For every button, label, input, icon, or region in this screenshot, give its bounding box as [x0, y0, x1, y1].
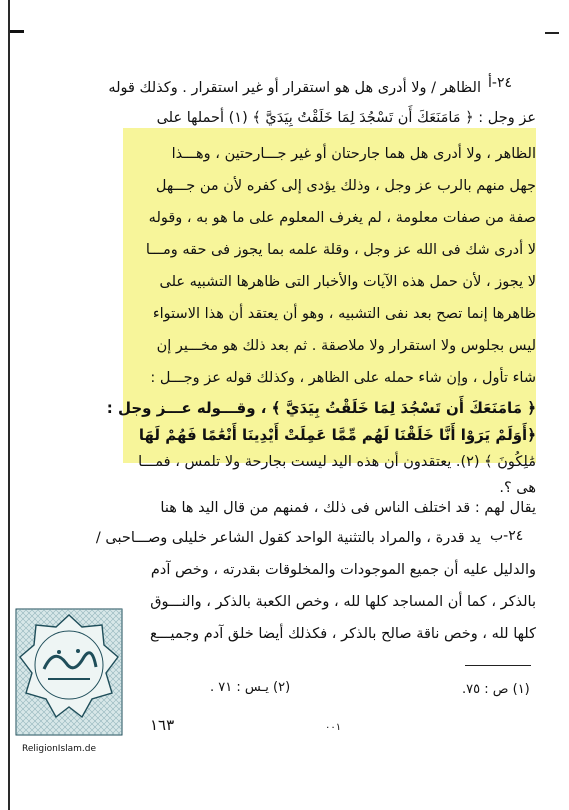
body-line-5: صفة من صفات معلومة ، لم يغرف المعلوم على ما هو به ، وقوله	[148, 210, 536, 226]
body-line-2: عز وجل : ﴿ مَامَنَعَكَ أَن تَسْجُدَ لِمَا خَلَقْتُ بِيَدَيَّ ﴾ (١) أحملها على	[156, 110, 536, 126]
body-line-13: مَٰلِكُونَ ﴾ (٢). يعتقدون أن هذه اليد ليست بجارحة ولا تلمس ، فمـــا	[138, 454, 536, 470]
footnote-2: (٢) يـس : ٧١ .	[210, 680, 291, 695]
logo-caption: ReligionIslam.de	[22, 744, 97, 754]
body-line-17: والدليل عليه أن جميع الموجودات والمخلوقات بقدرته ، وخص آدم	[150, 562, 536, 578]
body-line-14: هى ؟.	[499, 480, 536, 496]
footnote-1: (١) ص : ٧٥.	[462, 682, 530, 697]
religion-islam-logo-icon	[14, 607, 124, 737]
scan-mark-top-right	[545, 32, 559, 34]
body-line-9: ليس بجلوس ولا استقرار ولا ملاصقة . ثم بعد ذلك هو مخـــير إن	[156, 338, 536, 354]
body-line-19: كلها لله ، وخص ناقة صالح بالذكر ، فكذلك أيضا خلق آدم وجميـــع	[150, 626, 536, 642]
body-line-1: الظاهر / ولا أدرى هل هو استقرار أو غير استقرار . وكذلك قوله	[108, 80, 481, 96]
body-line-16: يد قدرة ، والمراد بالتثنية الواحد كقول الشاعر خليلى وصـــاحبى /	[95, 530, 481, 546]
margin-note-bottom: ٢٤-ب	[490, 528, 524, 544]
page-number: ١٦٣	[150, 716, 175, 734]
body-line-6: لا أدرى شك فى الله عز وجل ، وقلة علمه بما يجوز فى حقه ومـــا	[145, 242, 536, 258]
body-line-11: ﴿ مَامَنَعَكَ أَن تَسْجُدَ لِمَا خَلَقْتُ بِيَدَيَّ ﴾ ، وقـــوله عـــز وجل :	[106, 399, 536, 417]
scan-edge-left	[8, 0, 10, 810]
body-line-7: لا يجوز ، لأن حمل هذه الآيات والأخبار التى ظاهرها التشبيه على	[159, 274, 536, 290]
body-line-10: شاء تأول ، وإن شاء حمله على الظاهر ، وكذلك قوله عز وجـــل :	[150, 370, 536, 386]
footnote-rule	[465, 665, 531, 666]
scan-mark-top-left	[10, 30, 24, 33]
body-line-8: ظاهرها إنما تصح بعد نفى التشبيه ، وهو أن يعتقد أن هذا الاستواء	[152, 306, 536, 322]
center-marker: ٠٠١	[325, 722, 342, 733]
body-line-15: يقال لهم : قد اختلف الناس فى ذلك ، فمنهم من قال اليد ها هنا	[160, 500, 536, 516]
body-line-3: الظاهر ، ولا أدرى هل هما جارحتان أو غير جـــارحتين ، وهـــذا	[171, 146, 536, 162]
body-line-4: جهل منهم بالرب عز وجل ، وذلك يؤدى إلى كفره لأن من جـــهل	[155, 178, 536, 194]
body-line-12: ﴿أَوَلَمْ يَرَوْا أَنَّا خَلَقْنَا لَهُم مِّمَّا عَمِلَتْ أَيْدِينَا أَنْعَٰمًا فَهُمْ لَهَا	[138, 426, 536, 444]
body-line-18: بالذكر ، كما أن المساجد كلها لله ، وخص الكعبة بالذكر ، والنـــوق	[150, 594, 536, 610]
margin-note-top: ٢٤-أ	[488, 75, 512, 91]
